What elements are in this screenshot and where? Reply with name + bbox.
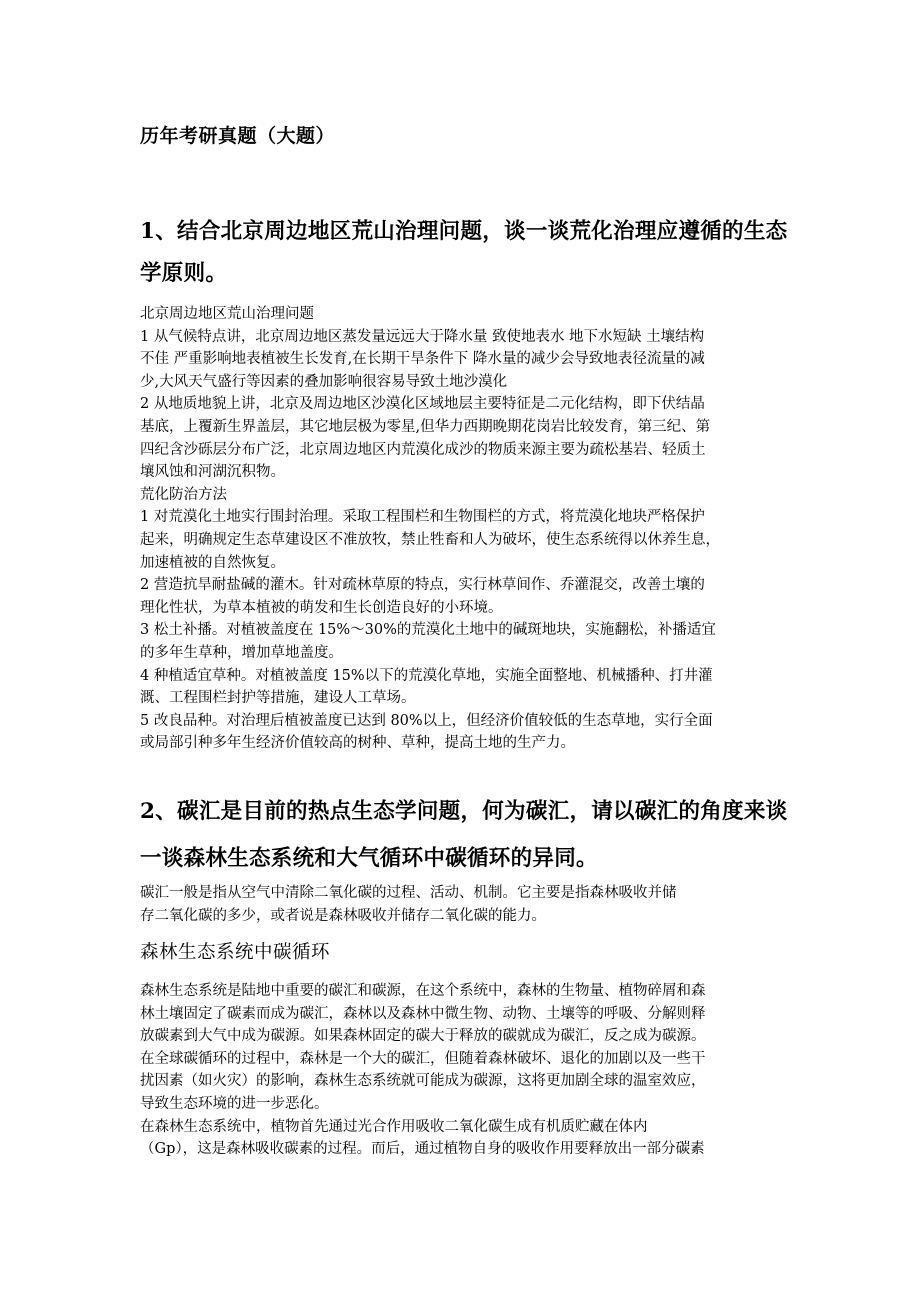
forest-carbon-cycle-line: 林土壤固定了碳素而成为碳汇，森林以及森林中微生物、动物、土壤等的呼吸、分解则释 bbox=[140, 1005, 706, 1022]
question-1-answer bbox=[140, 303, 780, 755]
forest-carbon-cycle-line: 森林生态系统是陆地中重要的碳汇和碳源，在这个系统中，森林的生物量、植物碎屑和森 bbox=[140, 983, 706, 999]
question-1-answer-line: 2 营造抗旱耐盐碱的灌木。针对疏林草原的特点，实行林草间作、乔灌混交，改善土壤的 bbox=[140, 577, 705, 594]
question-2-heading-line-1: 2、碳汇是目前的热点生态学问题，何为碳汇，请以碳汇的角度来谈 bbox=[140, 799, 788, 824]
question-1-heading-line-1: 1、结合北京周边地区荒山治理问题，谈一谈荒化治理应遵循的生态 bbox=[140, 219, 788, 244]
question-1-answer-line: 5 改良品种。对治理后植被盖度已达到 80%以上，但经济价值较低的生态草地，实行全面 bbox=[140, 712, 713, 729]
question-1-answer-line: 理化性状，为草本植被的萌发和生长创造良好的小环境。 bbox=[140, 599, 503, 616]
question-1-answer-line: 四纪含沙砾层分布广泛，北京周边地区内荒漠化成沙的物质来源主要为疏松基岩、轻质土 bbox=[140, 441, 706, 458]
forest-carbon-cycle-body bbox=[140, 980, 780, 1161]
forest-carbon-cycle-line: 扰因素（如火灾）的影响，森林生态系统就可能成为碳源，这将更加剧全球的温室效应， bbox=[140, 1073, 706, 1090]
question-1-answer-line: 荒化防治方法 bbox=[140, 486, 227, 503]
question-1-answer-line: 或局部引种多年生经济价值较高的树种、草种，提高土地的生产力。 bbox=[140, 735, 575, 752]
question-1-answer-line: 溉、工程围栏封护等措施，建设人工草场。 bbox=[140, 690, 416, 707]
question-1-answer-line: 4 种植适宜草种。对植被盖度 15%以下的荒漠化草地，实施全面整地、机械播种、打井灌 bbox=[140, 667, 713, 684]
question-1-answer-line: 壤风蚀和河湖沉积物。 bbox=[140, 464, 285, 481]
question-2-carbon-sink-definition bbox=[140, 882, 780, 927]
question-1-answer-line: 1 从气候特点讲，北京周边地区蒸发量远远大于降水量 致使地表水 地下水短缺 土壤结构 bbox=[140, 328, 705, 345]
carbon-sink-definition-line: 碳汇一般是指从空气中清除二氧化碳的过程、活动、机制。它主要是指森林吸收并储 bbox=[140, 885, 677, 901]
forest-carbon-cycle-line: 在森林生态系统中，植物首先通过光合作用吸收二氧化碳生成有机质贮藏在体内 bbox=[140, 1118, 648, 1135]
question-1-answer-line: 1 对荒漠化土地实行围封治理。采取工程围栏和生物围栏的方式，将荒漠化地块严格保护 bbox=[140, 509, 705, 526]
forest-carbon-cycle-line: 导致生态环境的进一步恶化。 bbox=[140, 1095, 329, 1112]
question-1-answer-line: 基底，上覆新生界盖层，其它地层极为零星,但华力西期晚期花岗岩比较发育，第三纪、第 bbox=[140, 418, 711, 435]
forest-carbon-cycle-line: （Gp），这是森林吸收碳素的过程。而后，通过植物自身的吸收作用要释放出一部分碳素 bbox=[140, 1141, 705, 1158]
question-2-heading-line-2: 一谈森林生态系统和大气循环中碳循环的异同。 bbox=[140, 846, 598, 871]
question-1-answer-line: 2 从地质地貌上讲，北京及周边地区沙漠化区域地层主要特征是二元化结构，即下伏结晶 bbox=[140, 396, 705, 413]
question-1-answer-line: 北京周边地区荒山治理问题 bbox=[140, 306, 314, 322]
question-1-answer-line: 起来，明确规定生态草建设区不准放牧，禁止牲畜和人为破坏，使生态系统得以休养生息， bbox=[140, 531, 720, 548]
question-1-answer-line: 3 松土补播。对植被盖度在 15%～30%的荒漠化土地中的碱斑地块，实施翻松，补播适宜 bbox=[140, 622, 716, 639]
question-1-answer-line: 不佳 严重影响地表植被生长发育,在长期干旱条件下 降水量的减少会导致地表径流量的减 bbox=[140, 351, 705, 368]
forest-carbon-cycle-line: 在全球碳循环的过程中，森林是一个大的碳汇，但随着森林破坏、退化的加剧以及一些干 bbox=[140, 1050, 706, 1067]
question-1-answer-line: 加速植被的自然恢复。 bbox=[140, 554, 285, 571]
page-title: 历年考研真题（大题） bbox=[140, 125, 336, 147]
carbon-sink-definition-line: 存二氧化碳的多少，或者说是森林吸收并储存二氧化碳的能力。 bbox=[140, 907, 546, 924]
forest-carbon-cycle-subheading: 森林生态系统中碳循环 bbox=[140, 942, 331, 963]
question-1-answer-line: 的多年生草种，增加草地盖度。 bbox=[140, 644, 343, 661]
forest-carbon-cycle-line: 放碳素到大气中成为碳源。如果森林固定的碳大于释放的碳就成为碳汇，反之成为碳源。 bbox=[140, 1028, 706, 1045]
question-1-heading-line-2: 学原则。 bbox=[140, 261, 228, 286]
question-1-answer-line: 少,大风天气盛行等因素的叠加影响很容易导致土地沙漠化 bbox=[140, 373, 508, 390]
